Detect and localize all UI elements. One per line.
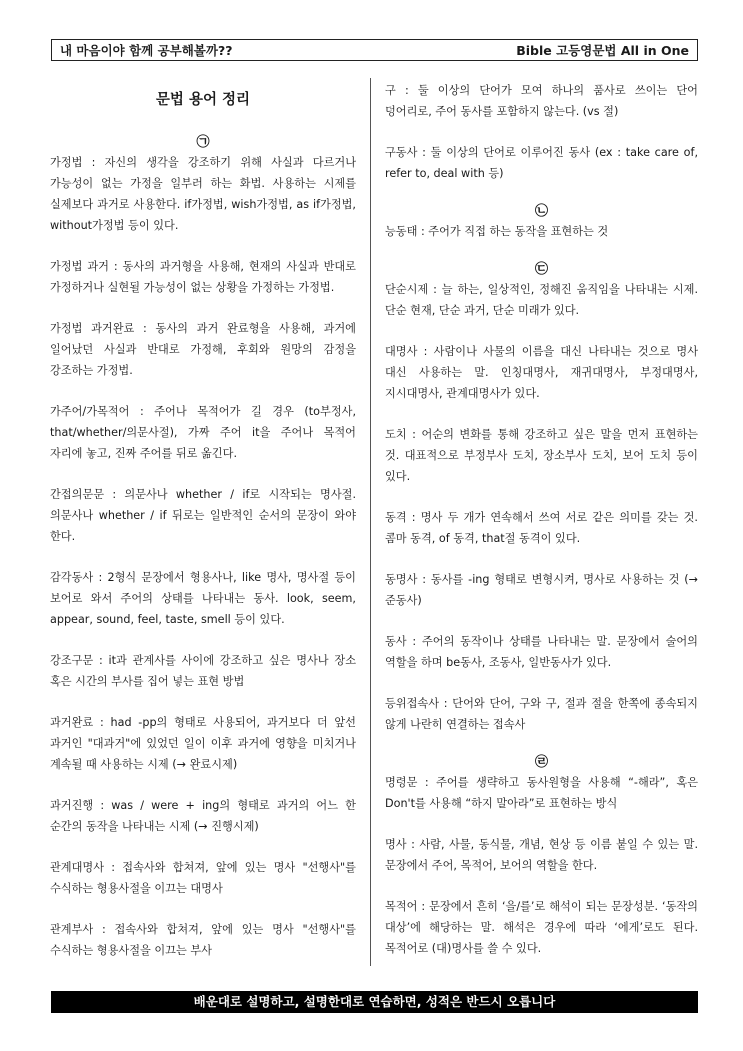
header-left-text: 내 마음이야 함께 공부해볼까?? <box>60 43 233 58</box>
section-mark-nieun: ㉡ <box>534 204 548 219</box>
term-entry: 동격 : 명사 두 개가 연속해서 쓰여 서로 같은 의미를 갖는 것. 콤마 동격, of 동격, that절 동격이 있다. <box>385 511 698 545</box>
term-entry: 감각동사 : 2형식 문장에서 형용사나, like 명사, 명사절 등이 보어로 와서 주어의 상태를 나타내는 동사. look, seem, appear, sound, feel, taste, smell 등이 있다. <box>50 571 356 626</box>
page-title: 문법 용어 정리 <box>155 92 251 108</box>
page-header <box>51 39 698 61</box>
term-entry: 관계부사 : 접속사와 합쳐져, 앞에 있는 명사 "선행사"를 수식하는 형용사절을 이끄는 부사 <box>50 923 356 957</box>
page-footer: 배운대로 설명하고, 설명한대로 연습하면, 성적은 반드시 오릅니다 <box>51 991 698 1013</box>
right-column <box>385 80 698 959</box>
term-entry: 구 : 둘 이상의 단어가 모여 하나의 품사로 쓰이는 단어 덩어리로, 주어 동사를 포함하지 않는다. (vs 절) <box>385 84 698 118</box>
term-entry: 능동태 : 주어가 직접 하는 동작을 표현하는 것 <box>385 225 609 238</box>
section-mark-mieum: ㉣ <box>534 755 548 770</box>
term-entry: 가정법 과거완료 : 동사의 과거 완료형을 사용해, 과거에 일어났던 사실과 반대로 가정해, 후회와 원망의 감정을 강조하는 가정법. <box>50 322 356 377</box>
header-right-text: Bible 고등영문법 All in One <box>516 43 689 58</box>
section-mark-giyeok: ㉠ <box>196 135 210 150</box>
term-entry: 도치 : 어순의 변화를 통해 강조하고 싶은 말을 먼저 표현하는 것. 대표적으로 부정부사 도치, 장소부사 도치, 보어 도치 등이 있다. <box>385 428 698 483</box>
term-entry: 관계대명사 : 접속사와 합쳐져, 앞에 있는 명사 "선행사"를 수식하는 형용사절을 이끄는 대명사 <box>50 861 356 895</box>
term-entry: 과거진행 : was / were + ing의 형태로 과거의 어느 한 순간의 동작을 나타내는 시제 (→ 진행시제) <box>50 799 356 833</box>
term-entry: 가정법 : 자신의 생각을 강조하기 위해 사실과 다르거나 가능성이 없는 가정을 일부러 하는 화법. 사용하는 시제를 실제보다 과거로 사용한다. if가정법, wish가정법, as if가정법, without가정법 등이 있다. <box>50 156 356 232</box>
term-entry: 동사 : 주어의 동작이나 상태를 나타내는 말. 문장에서 술어의 역할을 하며 be동사, 조동사, 일반동사가 있다. <box>385 635 698 669</box>
term-entry: 동명사 : 동사를 -ing 형태로 변형시켜, 명사로 사용하는 것 (→준동사) <box>385 573 698 607</box>
term-entry: 과거완료 : had -pp의 형태로 사용되어, 과거보다 더 앞선 과거인 "대과거"에 있었던 일이 이후 과거에 영향을 미치거나 계속될 때 사용하는 시제 (→ 완료시제) <box>50 716 356 771</box>
term-entry: 등위접속사 : 단어와 단어, 구와 구, 절과 절을 한쪽에 종속되지 않게 나란히 연결하는 접속사 <box>385 697 698 731</box>
term-entry: 가주어/가목적어 : 주어나 목적어가 길 경우 (to부정사, that/whether/의문사절), 가짜 주어 it을 주어나 목적어 자리에 놓고, 진짜 주어를 뒤로 옮긴다. <box>50 405 356 460</box>
term-entry: 명령문 : 주어를 생략하고 동사원형을 사용해 “-해라”, 혹은 Don't를 사용해 “하지 말아라”로 표현하는 방식 <box>385 776 698 810</box>
section-mark-digeut: ㉢ <box>534 262 548 277</box>
column-divider <box>370 78 371 966</box>
left-column <box>50 80 356 961</box>
term-entry: 단순시제 : 늘 하는, 일상적인, 정해진 움직임을 나타내는 시제. 단순 현재, 단순 과거, 단순 미래가 있다. <box>385 283 698 317</box>
term-entry: 구동사 : 둘 이상의 단어로 이루어진 동사 (ex : take care of, refer to, deal with 등) <box>385 146 698 180</box>
term-entry: 대명사 : 사람이나 사물의 이름을 대신 나타내는 것으로 명사 대신 사용하는 말. 인칭대명사, 재귀대명사, 부정대명사, 지시대명사, 관계대명사가 있다. <box>385 345 698 400</box>
term-entry: 목적어 : 문장에서 흔히 ‘을/를’로 해석이 되는 문장성분. ‘동작의 대상’에 해당하는 말. 해석은 경우에 따라 ‘에게’로도 된다. 목적어로 (대)명사를 쓸 수 있다. <box>385 900 698 955</box>
term-entry: 강조구문 : it과 관계사를 사이에 강조하고 싶은 명사나 장소 혹은 시간의 부사를 집어 넣는 표현 방법 <box>50 654 356 688</box>
term-entry: 명사 : 사람, 사물, 동식물, 개념, 현상 등 이름 붙일 수 있는 말. 문장에서 주어, 목적어, 보어의 역할을 한다. <box>385 838 698 872</box>
term-entry: 간접의문문 : 의문사나 whether / if로 시작되는 명사절. 의문사나 whether / if 뒤로는 일반적인 순서의 문장이 와야 한다. <box>50 488 356 543</box>
term-entry: 가정법 과거 : 동사의 과거형을 사용해, 현재의 사실과 반대로 가정하거나 실현될 가능성이 없는 상황을 가정하는 가정법. <box>50 260 356 294</box>
